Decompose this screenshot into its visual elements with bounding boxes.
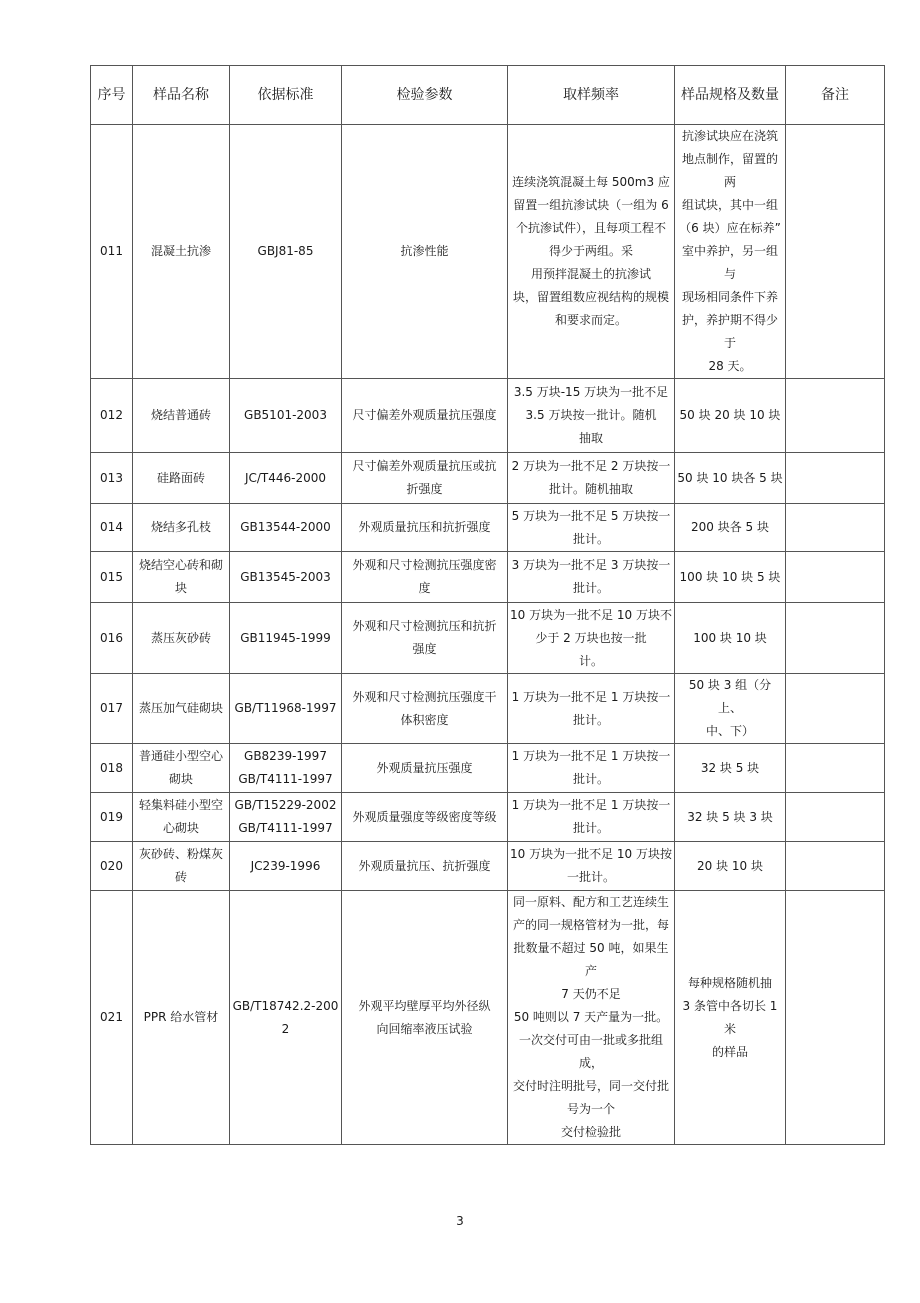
cell-test-parameters — [342, 842, 508, 891]
cell-sample-name-text: PPR 给水管材 — [143, 1010, 219, 1024]
table-row — [91, 603, 885, 674]
cell-standard — [230, 674, 342, 744]
inspection-spec-table — [90, 65, 885, 1145]
cell-no — [91, 504, 133, 552]
cell-sampling-frequency-text: 同一原料、配方和工艺连续生 产的同一规格管材为一批，每 批数量不超过 50 吨，如果生产 7 天仍不足 50 吨则以 7 天产量为一批。 一次交付可由一批或多批组成， 交付时注明批号，同一交付批 号为一个 交付检验批 — [512, 895, 669, 1139]
cell-spec-quantity — [675, 504, 786, 552]
cell-sampling-frequency-text: 10 万块为一批不足 10 万块不 少于 2 万块也按一批 计。 — [510, 607, 672, 668]
cell-sampling-frequency — [508, 552, 675, 603]
cell-sample-name-text: 烧结空心砖和砌 块 — [138, 558, 223, 595]
cell-sample-name — [133, 379, 230, 453]
header-spec-quantity: 样品规格及数量 — [675, 66, 786, 125]
cell-no-text: 019 — [100, 809, 123, 824]
table-row — [91, 125, 885, 379]
cell-sampling-frequency-text: 5 万块为一批不足 5 万块按一 批计。 — [511, 508, 671, 546]
cell-spec-quantity-text: 100 块 10 块 5 块 — [679, 569, 781, 584]
cell-spec-quantity — [675, 125, 786, 379]
cell-standard-text: JC/T446-2000 — [244, 470, 327, 485]
cell-sampling-frequency — [508, 379, 675, 453]
table-row — [91, 504, 885, 552]
cell-test-parameters — [342, 504, 508, 552]
table-row — [91, 744, 885, 793]
cell-standard — [230, 504, 342, 552]
cell-remarks — [786, 504, 885, 552]
cell-standard-text: GB/T18742.2-200 2 — [232, 998, 339, 1036]
cell-sample-name-text: 蒸压灰砂砖 — [150, 630, 211, 645]
cell-sample-name — [133, 793, 230, 842]
page-number: 3 — [456, 1214, 464, 1228]
cell-sample-name — [133, 552, 230, 603]
cell-spec-quantity — [675, 453, 786, 504]
cell-no-text: 018 — [100, 760, 123, 775]
cell-test-parameters — [342, 891, 508, 1145]
cell-standard-text: GB13545-2003 — [240, 569, 331, 584]
cell-test-parameters — [342, 793, 508, 842]
table-header-row — [91, 66, 885, 125]
cell-no-text: 016 — [100, 630, 123, 645]
cell-sampling-frequency-text: 连续浇筑混凝土每 500m3 应 留置一组抗渗试块（一组为 6 个抗渗试件），且每项工程不 得少于两组。采 用预拌混凝土的抗渗试 块，留置组数应视结构的规模 和要求而定。 — [512, 175, 670, 327]
table-row — [91, 842, 885, 891]
cell-standard-text: JC239-1996 — [250, 858, 321, 873]
cell-spec-quantity-text: 100 块 10 块 — [693, 630, 767, 645]
cell-sampling-frequency-text: 3.5 万块-15 万块为一批不足 3.5 万块按一批计。随机 抽取 — [513, 385, 669, 445]
cell-standard — [230, 603, 342, 674]
cell-spec-quantity — [675, 379, 786, 453]
table-row — [91, 453, 885, 504]
cell-remarks — [786, 453, 885, 504]
cell-no-text: 013 — [100, 470, 123, 485]
table-row — [91, 552, 885, 603]
cell-standard-text: GB13544-2000 — [240, 520, 331, 534]
cell-spec-quantity — [675, 842, 786, 891]
cell-sampling-frequency — [508, 891, 675, 1145]
cell-remarks — [786, 891, 885, 1145]
cell-test-parameters — [342, 674, 508, 744]
cell-sample-name — [133, 603, 230, 674]
cell-spec-quantity-text: 50 块 20 块 10 块 — [679, 408, 781, 422]
cell-no-text: 012 — [100, 408, 123, 422]
cell-no-text: 020 — [100, 858, 123, 873]
cell-no-text: 014 — [100, 520, 123, 534]
cell-remarks — [786, 552, 885, 603]
cell-sampling-frequency — [508, 674, 675, 744]
cell-spec-quantity — [675, 744, 786, 793]
cell-no — [91, 125, 133, 379]
cell-standard — [230, 793, 342, 842]
cell-sample-name-text: 烧结多孔枝 — [150, 520, 211, 534]
cell-sampling-frequency-text: 2 万块为一批不足 2 万块按一 批计。随机抽取 — [511, 459, 671, 496]
cell-sampling-frequency-text: 1 万块为一批不足 1 万块按一 批计。 — [511, 798, 671, 835]
cell-sample-name — [133, 842, 230, 891]
cell-sample-name-text: 蒸压加气硅砌块 — [138, 701, 223, 715]
cell-sample-name-text: 硅路面砖 — [156, 470, 205, 485]
cell-sampling-frequency-text: 1 万块为一批不足 1 万块按一 批计。 — [511, 689, 671, 727]
table-row — [91, 674, 885, 744]
cell-sampling-frequency — [508, 125, 675, 379]
cell-no — [91, 891, 133, 1145]
cell-no-text: 015 — [100, 569, 123, 584]
cell-sampling-frequency — [508, 603, 675, 674]
cell-sample-name-text: 烧结普通砖 — [150, 408, 211, 422]
header-test-parameters: 检验参数 — [342, 66, 508, 125]
cell-spec-quantity-text: 32 块 5 块 — [700, 760, 760, 775]
cell-no — [91, 793, 133, 842]
cell-spec-quantity — [675, 552, 786, 603]
cell-sample-name-text: 灰砂砖、粉煤灰砖 — [138, 847, 223, 884]
cell-test-parameters — [342, 744, 508, 793]
cell-test-parameters-text: 尺寸偏差外观质量抗压强度 — [352, 408, 497, 422]
cell-no — [91, 674, 133, 744]
cell-test-parameters-text: 外观质量抗压和抗折强度 — [358, 520, 491, 534]
cell-remarks — [786, 125, 885, 379]
cell-standard — [230, 453, 342, 504]
cell-sampling-frequency-text: 1 万块为一批不足 1 万块按一 批计。 — [511, 749, 671, 786]
cell-sample-name — [133, 674, 230, 744]
cell-test-parameters-text: 外观和尺寸检测抗压强度密 度 — [352, 558, 497, 595]
cell-standard — [230, 842, 342, 891]
cell-test-parameters-text: 外观和尺寸检测抗压和抗折 强度 — [352, 619, 497, 656]
cell-standard-text: GB11945-1999 — [240, 630, 331, 645]
cell-sample-name — [133, 744, 230, 793]
cell-test-parameters — [342, 552, 508, 603]
cell-standard-text: GB5101-2003 — [244, 408, 327, 422]
cell-spec-quantity-text: 50 块 10 块各 5 块 — [677, 470, 783, 485]
cell-no-text: 021 — [100, 1010, 123, 1024]
cell-sampling-frequency — [508, 453, 675, 504]
table-row — [91, 379, 885, 453]
cell-spec-quantity-text: 32 块 5 块 3 块 — [687, 809, 773, 824]
header-sampling-frequency: 取样频率 — [508, 66, 675, 125]
cell-spec-quantity-text: 20 块 10 块 — [697, 858, 763, 873]
cell-sample-name — [133, 504, 230, 552]
header-no: 序号 — [91, 66, 133, 125]
cell-remarks — [786, 793, 885, 842]
cell-sampling-frequency — [508, 744, 675, 793]
cell-test-parameters-text: 尺寸偏差外观质量抗压或抗 折强度 — [352, 459, 497, 496]
cell-remarks — [786, 674, 885, 744]
cell-standard — [230, 379, 342, 453]
cell-remarks — [786, 379, 885, 453]
cell-standard — [230, 125, 342, 379]
header-remarks: 备注 — [786, 66, 885, 125]
cell-remarks — [786, 842, 885, 891]
cell-no-text: 017 — [100, 701, 123, 715]
cell-test-parameters-text: 外观平均壁厚平均外径纵 向回缩率液压试验 — [358, 998, 491, 1036]
header-sample-name: 样品名称 — [133, 66, 230, 125]
cell-spec-quantity-text: 200 块各 5 块 — [691, 520, 769, 534]
cell-standard — [230, 744, 342, 793]
cell-standard — [230, 552, 342, 603]
cell-spec-quantity — [675, 603, 786, 674]
cell-standard-text: GB/T11968-1997 — [234, 701, 337, 715]
cell-sampling-frequency — [508, 842, 675, 891]
cell-spec-quantity-text: 每种规格随机抽 3 条管中各切长 1 米 的样品 — [682, 975, 778, 1059]
cell-no — [91, 744, 133, 793]
cell-no — [91, 603, 133, 674]
table-row — [91, 891, 885, 1145]
cell-spec-quantity — [675, 793, 786, 842]
cell-test-parameters-text: 外观和尺寸检测抗压强度干 体积密度 — [352, 689, 497, 727]
cell-spec-quantity-text: 抗渗试块应在浇筑 地点制作，留置的两 组试块，其中一组 （6 块）应在标养” 室中养护，另一组与 现场相同条件下养 护，养护期不得少于 28 天。 — [679, 129, 781, 373]
cell-standard-text: GB/T15229-2002 GB/T4111-1997 — [234, 798, 337, 835]
cell-sampling-frequency-text: 10 万块为一批不足 10 万块按 一批计。 — [510, 847, 672, 884]
cell-sample-name-text: 轻集料硅小型空 心砌块 — [138, 798, 223, 835]
header-standard: 依据标准 — [230, 66, 342, 125]
cell-test-parameters-text: 外观质量抗压强度 — [376, 760, 473, 775]
cell-test-parameters-text: 抗渗性能 — [400, 244, 449, 258]
cell-standard-text: GB8239-1997 GB/T4111-1997 — [238, 749, 333, 786]
cell-spec-quantity-text: 50 块 3 组（分上、 中、下） — [688, 678, 772, 738]
cell-no — [91, 453, 133, 504]
cell-sample-name-text: 混凝土抗渗 — [150, 244, 211, 258]
cell-spec-quantity — [675, 674, 786, 744]
cell-remarks — [786, 744, 885, 793]
cell-test-parameters — [342, 603, 508, 674]
cell-no — [91, 379, 133, 453]
cell-sample-name — [133, 125, 230, 379]
cell-spec-quantity — [675, 891, 786, 1145]
cell-sampling-frequency — [508, 504, 675, 552]
cell-remarks — [786, 603, 885, 674]
table-row — [91, 793, 885, 842]
cell-sample-name — [133, 891, 230, 1145]
cell-test-parameters-text: 外观质量抗压、抗折强度 — [358, 858, 491, 873]
cell-no — [91, 552, 133, 603]
cell-no — [91, 842, 133, 891]
cell-sample-name — [133, 453, 230, 504]
cell-sampling-frequency — [508, 793, 675, 842]
cell-standard-text: GBJ81-85 — [257, 244, 314, 258]
cell-test-parameters — [342, 453, 508, 504]
cell-test-parameters — [342, 379, 508, 453]
cell-no-text: 011 — [100, 244, 123, 258]
cell-sampling-frequency-text: 3 万块为一批不足 3 万块按一 批计。 — [511, 558, 671, 595]
cell-sample-name-text: 普通硅小型空心 砌块 — [138, 749, 223, 786]
cell-standard — [230, 891, 342, 1145]
cell-test-parameters — [342, 125, 508, 379]
cell-test-parameters-text: 外观质量强度等级密度等级 — [352, 809, 497, 824]
